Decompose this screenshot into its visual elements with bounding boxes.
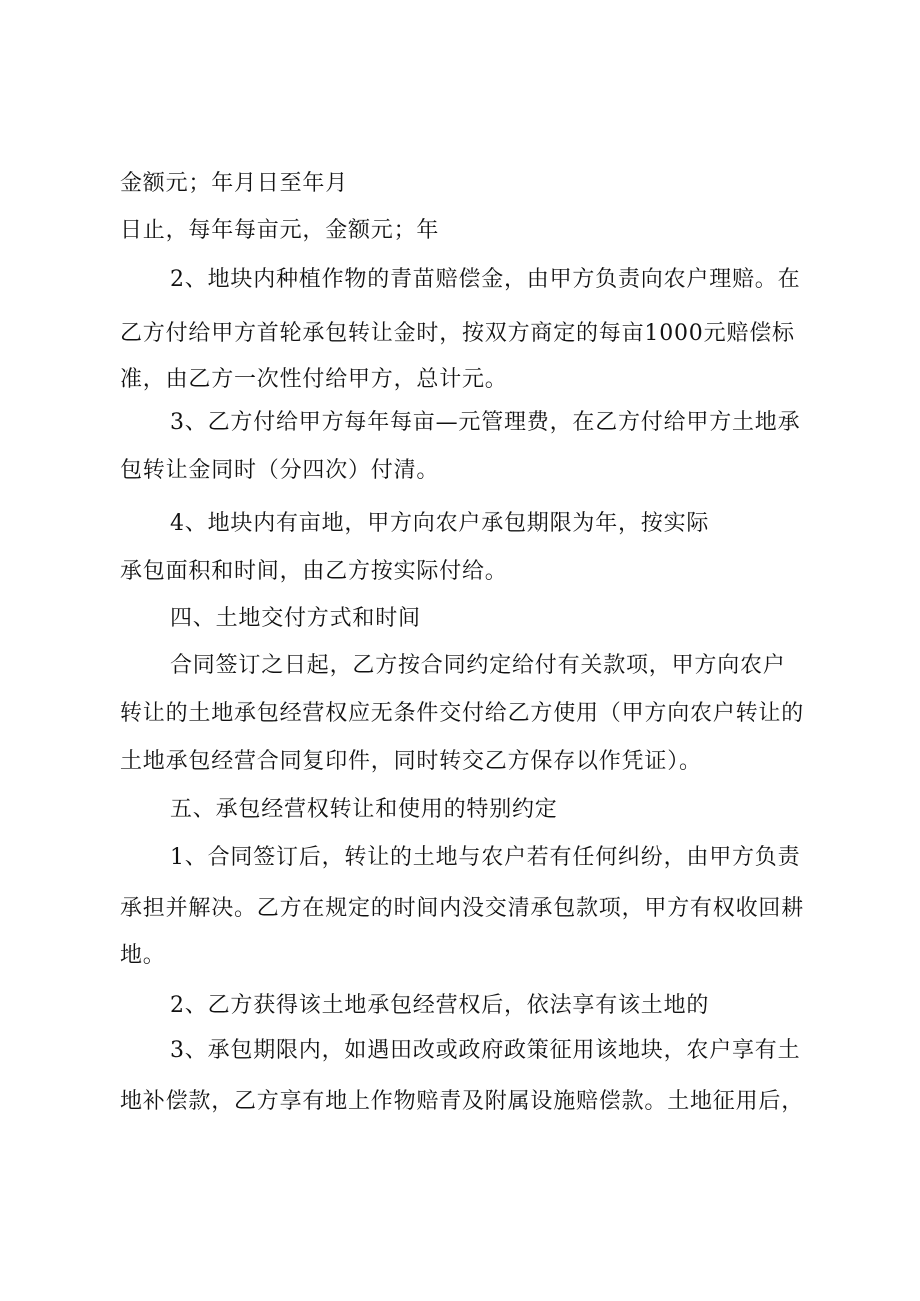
paragraph-line: 4、地块内有亩地，甲方向农户承包期限为年，按实际 (170, 511, 710, 536)
text-line: 土地承包经营合同复印件，同时转交乙方保存以作凭证）。 (120, 749, 702, 774)
paragraph-line: 3、承包期限内，如遇田改或政府政策征用该地块，农户享有土 (170, 1038, 801, 1063)
text-line: 地。 (120, 943, 166, 968)
section-heading: 五、承包经营权转让和使用的特别约定 (170, 797, 558, 822)
text-line: 承包面积和时间，由乙方按实际付给。 (120, 559, 508, 584)
paragraph-line: 3、乙方付给甲方每年每亩—元管理费，在乙方付给甲方土地承 (170, 410, 801, 435)
text-line: 准，由乙方一次性付给甲方，总计元。 (120, 367, 508, 392)
text-line: 转让的土地承包经营权应无条件交付给乙方使用（甲方向农户转让的 (120, 701, 805, 726)
paragraph-line: 2、乙方获得该土地承包经营权后，依法享有该土地的 (170, 993, 710, 1018)
paragraph-line: 合同签订之日起，乙方按合同约定给付有关款项，甲方向农户 (170, 653, 786, 678)
text-line: 地补偿款，乙方享有地上作物赔青及附属设施赔偿款。土地征用后， (120, 1089, 805, 1114)
paragraph-line: 2、地块内种植作物的青苗赔偿金，由甲方负责向农户理赔。在 (170, 267, 801, 292)
text-line: 金额元；年月日至年月 (120, 171, 349, 196)
text-line: 乙方付给甲方首轮承包转让金时，按双方商定的每亩1000元赔偿标 (120, 321, 795, 346)
paragraph-line: 1、合同签订后，转让的土地与农户若有任何纠纷，由甲方负责 (170, 845, 801, 870)
section-heading: 四、土地交付方式和时间 (170, 606, 421, 631)
text-line: 承担并解决。乙方在规定的时间内没交清承包款项，甲方有权收回耕 (120, 896, 805, 921)
text-line: 日止，每年每亩元，金额元；年 (120, 218, 440, 243)
text-line: 包转让金同时（分四次）付清。 (120, 458, 440, 483)
